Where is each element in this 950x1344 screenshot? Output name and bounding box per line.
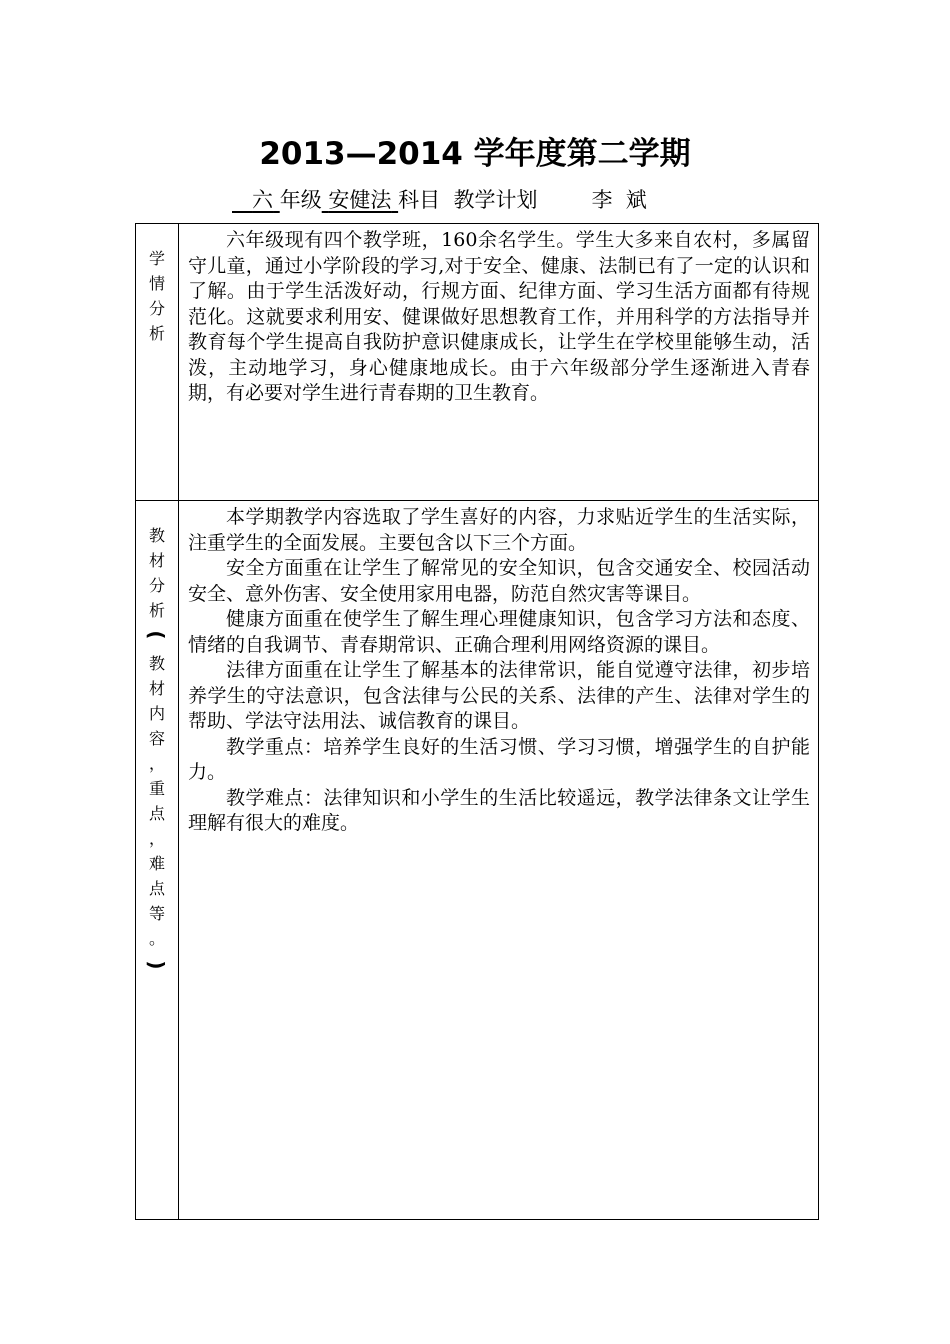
row-label-char: 内 [148, 704, 165, 723]
paragraph: 教学难点：法律知识和小学生的生活比较遥远，教学法律条文让学生理解有很大的难度。 [188, 786, 810, 834]
grade-value-wrap [232, 188, 280, 212]
row-label-char: ， [148, 829, 165, 848]
row-label-char: 等 [148, 904, 165, 923]
plan-label: 教学计划 [453, 188, 538, 212]
row-label-student-analysis [136, 224, 179, 501]
plan-table [135, 223, 819, 1220]
grade-value: 六 [252, 188, 274, 212]
table-row-student-analysis [136, 224, 819, 501]
row-label-char: 重 [148, 779, 165, 798]
row-label-char: 析 [148, 324, 165, 343]
plan-subtitle [232, 184, 647, 214]
paragraph: 六年级现有四个教学班，160余名学生。学生大多来自农村，多属留守儿童，通过小学阶段的学习,对于安全、健康、法制已有了一定的认识和了解。由于学生活泼好动，行规方面、纪律方面、学习生活方面都有待规范化。这就要求利用安、健课做好思想教育工作，并用科学的方法指导并教育每个学生提高自我防护意识健康成长，让学生在学校里能够生动，活泼，主动地学习，身心健康地成长。由于六年级部分学生逐渐进入青春期，有必要对学生进行青春期的卫生教育。 [188, 229, 810, 404]
subject-value: 安健法 [328, 188, 392, 212]
grade-suffix: 年级 [279, 188, 322, 212]
row-label-chars [136, 501, 178, 975]
row-label-char: 材 [148, 551, 165, 570]
teacher-name: 李 斌 [591, 188, 647, 212]
paragraph: 安全方面重在让学生了解常见的安全知识，包含交通安全、校园活动安全、意外伤害、安全使用家用电器，防范自然灾害等课目。 [188, 557, 810, 605]
row-label-char: 材 [148, 679, 165, 698]
row-body-material-analysis [179, 501, 819, 1220]
row-label-char: 情 [148, 274, 165, 293]
row-label-char: 析 [148, 601, 165, 620]
row-body-student-analysis [179, 224, 819, 501]
row-label-char: 分 [148, 299, 165, 318]
paragraph: 法律方面重在让学生了解基本的法律常识，能自觉遵守法律，初步培养学生的守法意识，包含法律与公民的关系、法律的产生、法律对学生的帮助、学法守法用法、诚信教育的课目。 [188, 659, 810, 732]
row-label-char: 。 [148, 929, 165, 948]
row-label-char: 分 [148, 576, 165, 595]
document-title: 2013—2014 学年度第二学期 [259, 136, 691, 172]
row-label-char: 点 [148, 804, 165, 823]
row-label-char: 教 [148, 654, 165, 673]
row-label-chars [136, 224, 178, 346]
row-label-material-analysis [136, 501, 179, 1220]
row-label-char: ， [148, 754, 165, 773]
subject-value-wrap [322, 188, 398, 212]
row-label-char: 难 [148, 854, 165, 873]
paragraph: 教学重点：培养学生良好的生活习惯、学习习惯，增强学生的自护能力。 [188, 735, 810, 783]
row-label-char: ( [144, 630, 169, 640]
table-row-material-analysis [136, 501, 819, 1220]
row-label-char: 点 [148, 879, 165, 898]
row-label-char: 容 [148, 729, 165, 748]
row-label-char: ) [144, 960, 169, 970]
paragraph: 健康方面重在使学生了解生理心理健康知识，包含学习方法和态度、情绪的自我调节、青春期常识、正确合理利用网络资源的课目。 [188, 608, 810, 656]
row-label-char: 教 [148, 526, 165, 545]
row-label-char: 学 [148, 249, 165, 268]
subject-suffix: 科目 [398, 188, 441, 212]
paragraph: 本学期教学内容选取了学生喜好的内容，力求贴近学生的生活实际，注重学生的全面发展。主要包含以下三个方面。 [188, 506, 810, 554]
